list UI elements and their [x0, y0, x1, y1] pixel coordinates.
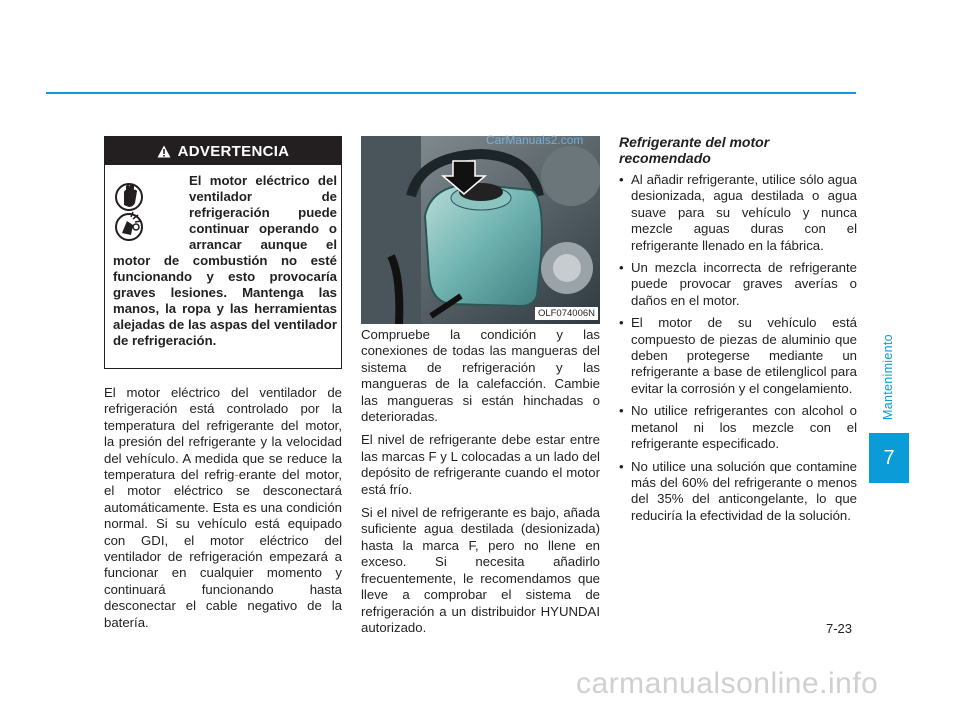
header-rule	[46, 92, 856, 94]
column-middle	[361, 327, 600, 643]
footer-brand: carmanualsonline.info	[576, 667, 879, 700]
fan-paragraph	[104, 385, 342, 631]
coolant-bullet-list	[619, 172, 857, 524]
warning-text-lead: El motor eléctrico del ventilador de refrigeración puede continuar operando o arrancar aunque el	[189, 173, 337, 252]
watermark-text: CarManuals2.com	[486, 133, 584, 147]
warning-header	[105, 137, 341, 165]
list-item: • No utilice refrigerantes con alcohol o metanol ni los mezcle con el refrigerante especificado.	[619, 403, 857, 452]
list-item: • El motor de su vehículo está compuesto de piezas de aluminio que deben protegerse mediante un refrigerante a base de etilenglicol para evitar la corrosión y el congelamiento.	[619, 315, 857, 397]
page-number: 7-23	[826, 621, 853, 636]
column-right	[619, 134, 857, 530]
warning-title: ADVERTENCIA	[177, 142, 290, 160]
fan-paragraph-part1: El motor eléctrico del ventilador de refrigeración está controlado por la temperatura del refrigerante del motor, la presión del refrigerante y la velocidad del vehículo. A medida que se reduce la temperatura del refrig	[104, 385, 342, 483]
list-item: • Un mezcla incorrecta de refrigerante puede provocar graves averías o daños en el motor.	[619, 260, 857, 309]
figure-id: OLF074006N	[535, 307, 598, 320]
paragraph-refill: Si el nivel de refrigerante es bajo, añada suficiente agua destilada (desionizada) hasta la marca F, pero no llene en exceso. Si necesita añadirlo frecuentemente, le recomendamos que lleve a comprobar el sistema de refrigeración a un distribuidor HYUNDAI autorizado.	[361, 505, 600, 635]
fan-paragraph-part2: erante del motor, el motor eléctrico se desconectará automáticamente. Esta es una condición normal. Si su vehículo está equipado con GDI, el motor eléctrico del ventilador de refrigeración empezará a funcionar en cualquier momento y continuará funcionando hasta desconectar el cable negativo de la batería.	[104, 467, 343, 630]
coolant-reservoir-photo	[361, 136, 600, 324]
section-heading: Refrigerante del motor recomendado	[619, 134, 770, 166]
hyphen-mark: -	[234, 467, 239, 483]
column-left	[104, 385, 342, 638]
chapter-tab: 7	[869, 433, 909, 483]
warning-box	[104, 136, 342, 369]
section-side-label: Mantenimiento	[881, 334, 895, 420]
warning-text-rest: motor de combustión no esté funcionando y esto provocaría graves lesiones. Mantenga las manos, la ropa y las herramientas alejadas de las aspas del ventilador de refrigeración.	[113, 253, 337, 348]
fan-hand-icon	[111, 181, 179, 243]
paragraph-hoses: Compruebe la condición y las conexiones de todas las mangueras del sistema de refrigeración y las mangueras de la calefacción. Cambie las mangueras si están hinchadas o deterioradas.	[361, 327, 600, 425]
warning-triangle-icon	[157, 145, 171, 158]
paragraph-level: El nivel de refrigerante debe estar entre las marcas F y L colocadas a un lado del depósito de refrigerante cuando el motor está frío.	[361, 432, 600, 497]
list-item: • Al añadir refrigerante, utilice sólo agua desionizada, agua destilada o agua suave para su vehículo y nunca mezcle aguas duras con el refrigerante llenado en la fábrica.	[619, 172, 857, 254]
list-item: • No utilice una solución que contamine más del 60% del refrigerante o menos del 35% del anticongelante, lo que reduciría la efectividad de la solución.	[619, 459, 857, 525]
